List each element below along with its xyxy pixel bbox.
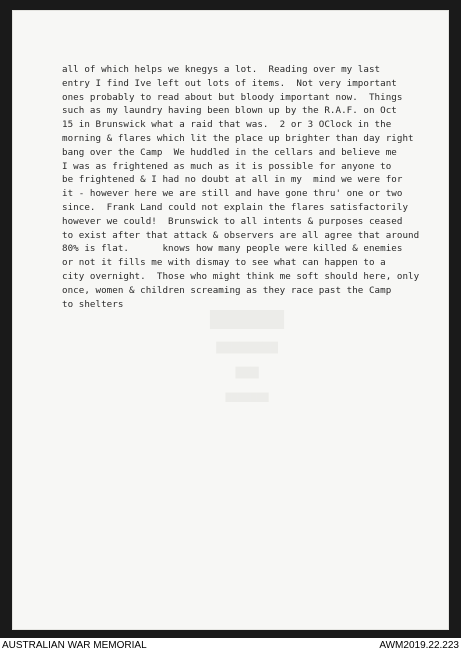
document-page <box>12 10 449 630</box>
typed-diary-entry <box>62 63 442 311</box>
text-line: be frightened & I had no doubt at all in my mind we were for <box>62 174 403 186</box>
text-line: once, women & children screaming as they race past the Camp <box>62 284 392 296</box>
text-line: bang over the Camp We huddled in the cellars and believe me <box>62 146 397 158</box>
archive-footer <box>0 638 461 653</box>
text-line: ones probably to read about but bloody important now. Things <box>62 91 403 103</box>
text-line: or not it fills me with dismay to see what can happen to a <box>62 257 386 269</box>
institution-label: AUSTRALIAN WAR MEMORIAL <box>2 640 147 651</box>
text-line: it - however here we are still and have gone thru' one or two <box>62 188 403 200</box>
text-line: however we could! Brunswick to all intents & purposes ceased <box>62 215 403 227</box>
text-line: morning & flares which lit the place up brighter than day right <box>62 132 414 144</box>
text-line: since. Frank Land could not explain the flares satisfactorily <box>62 201 409 213</box>
text-line: entry I find Ive left out lots of items. Not very important <box>62 77 397 89</box>
text-line: to shelters <box>62 298 124 310</box>
text-line: all of which helps we knegys a lot. Reading over my last <box>62 64 381 75</box>
text-line: city overnight. Those who might think me soft should here, only <box>62 270 420 282</box>
text-line: 15 in Brunswick what a raid that was. 2 or 3 OClock in the <box>62 119 392 131</box>
accession-number: AWM2019.22.223 <box>379 640 459 651</box>
text-line: such as my laundry having been blown up by the R.A.F. on Oct <box>62 105 397 117</box>
text-line: I was as frightened as much as it is possible for anyone to <box>62 160 392 172</box>
text-line: to exist after that attack & observers are all agree that around <box>62 229 420 241</box>
show-through-watermark: ██████ ████████ ███ ███████ <box>210 310 284 402</box>
text-line: 80% is flat. knows how many people were killed & enemies <box>62 243 403 255</box>
